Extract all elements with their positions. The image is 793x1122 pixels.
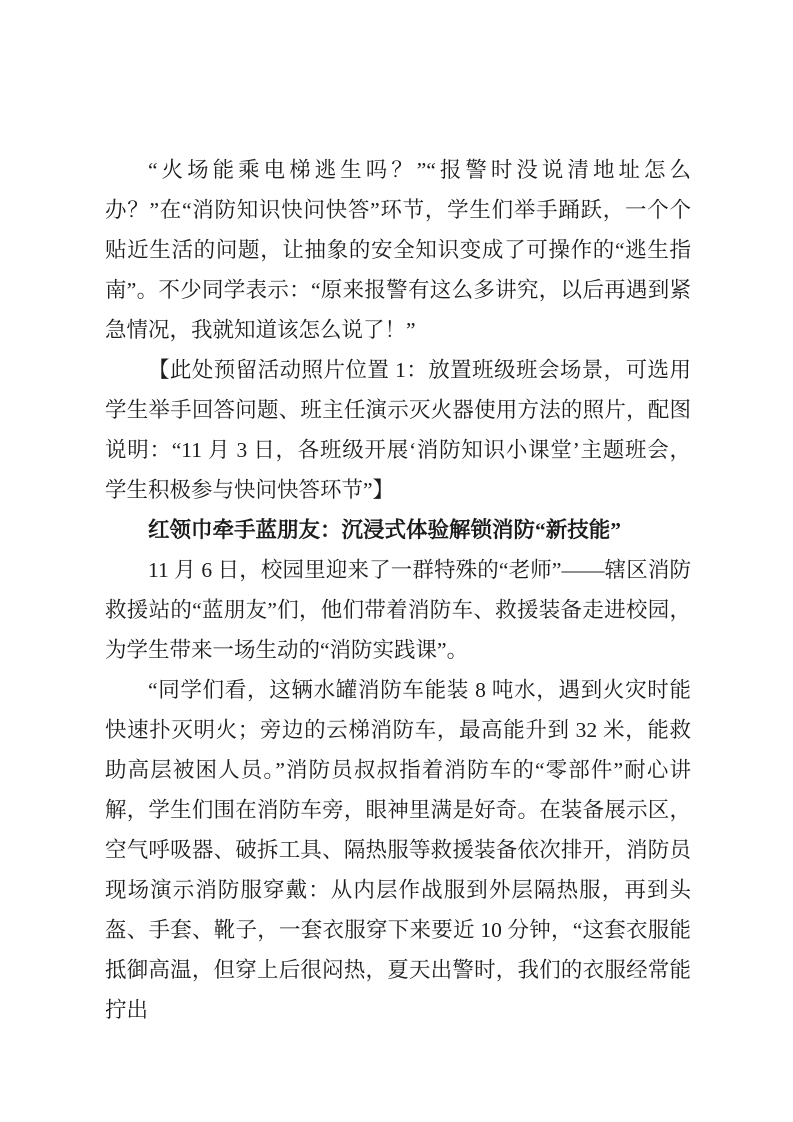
document-text-area xyxy=(105,150,691,1030)
section-heading: 红领巾牵手蓝朋友：沉浸式体验解锁消防“新技能” xyxy=(148,518,622,542)
paragraph-equipment-demonstration: “同学们看，这辆水罐消防车能装 8 吨水，遇到火灾时能快速扑灭明火；旁边的云梯消防车，最高能升到 32 米，能救助高层被困人员。”消防员叔叔指着消防车的“零部件”耐心讲解，学生们围在消防车旁，眼神里满是好奇。在装备展示区，空气呼吸器、破拆工具、隔热服等救援装备依次排开，消防员现场演示消防服穿戴：从内层作战服到外层隔热服，再到头盔、手套、靴子，一套衣服穿下来要近 10 分钟，“这套衣服能抵御高温，但穿上后很闷热，夏天出警时，我们的衣服经常能拧出 xyxy=(105,678,691,1022)
paragraph-rescue-station-visit: 11 月 6 日，校园里迎来了一群特殊的“老师”——辖区消防救援站的“蓝朋友”们，他们带着消防车、救援装备走进校园，为学生带来一场生动的“消防实践课”。 xyxy=(105,558,691,662)
paragraph-photo-placeholder-note: 【此处预留活动照片位置 1：放置班级班会场景，可选用学生举手回答问题、班主任演示灭火器使用方法的照片，配图说明：“11 月 3 日，各班级开展‘消防知识小课堂’主题班会，学生积极参与快问快答环节”】 xyxy=(105,358,691,502)
paragraph-quiz-session: “火场能乘电梯逃生吗？”“报警时没说清地址怎么办？”在“消防知识快问快答”环节，学生们举手踊跃，一个个贴近生活的问题，让抽象的安全知识变成了可操作的“逃生指南”。不少同学表示：“原来报警有这么多讲究，以后再遇到紧急情况，我就知道该怎么说了！” xyxy=(105,158,691,342)
